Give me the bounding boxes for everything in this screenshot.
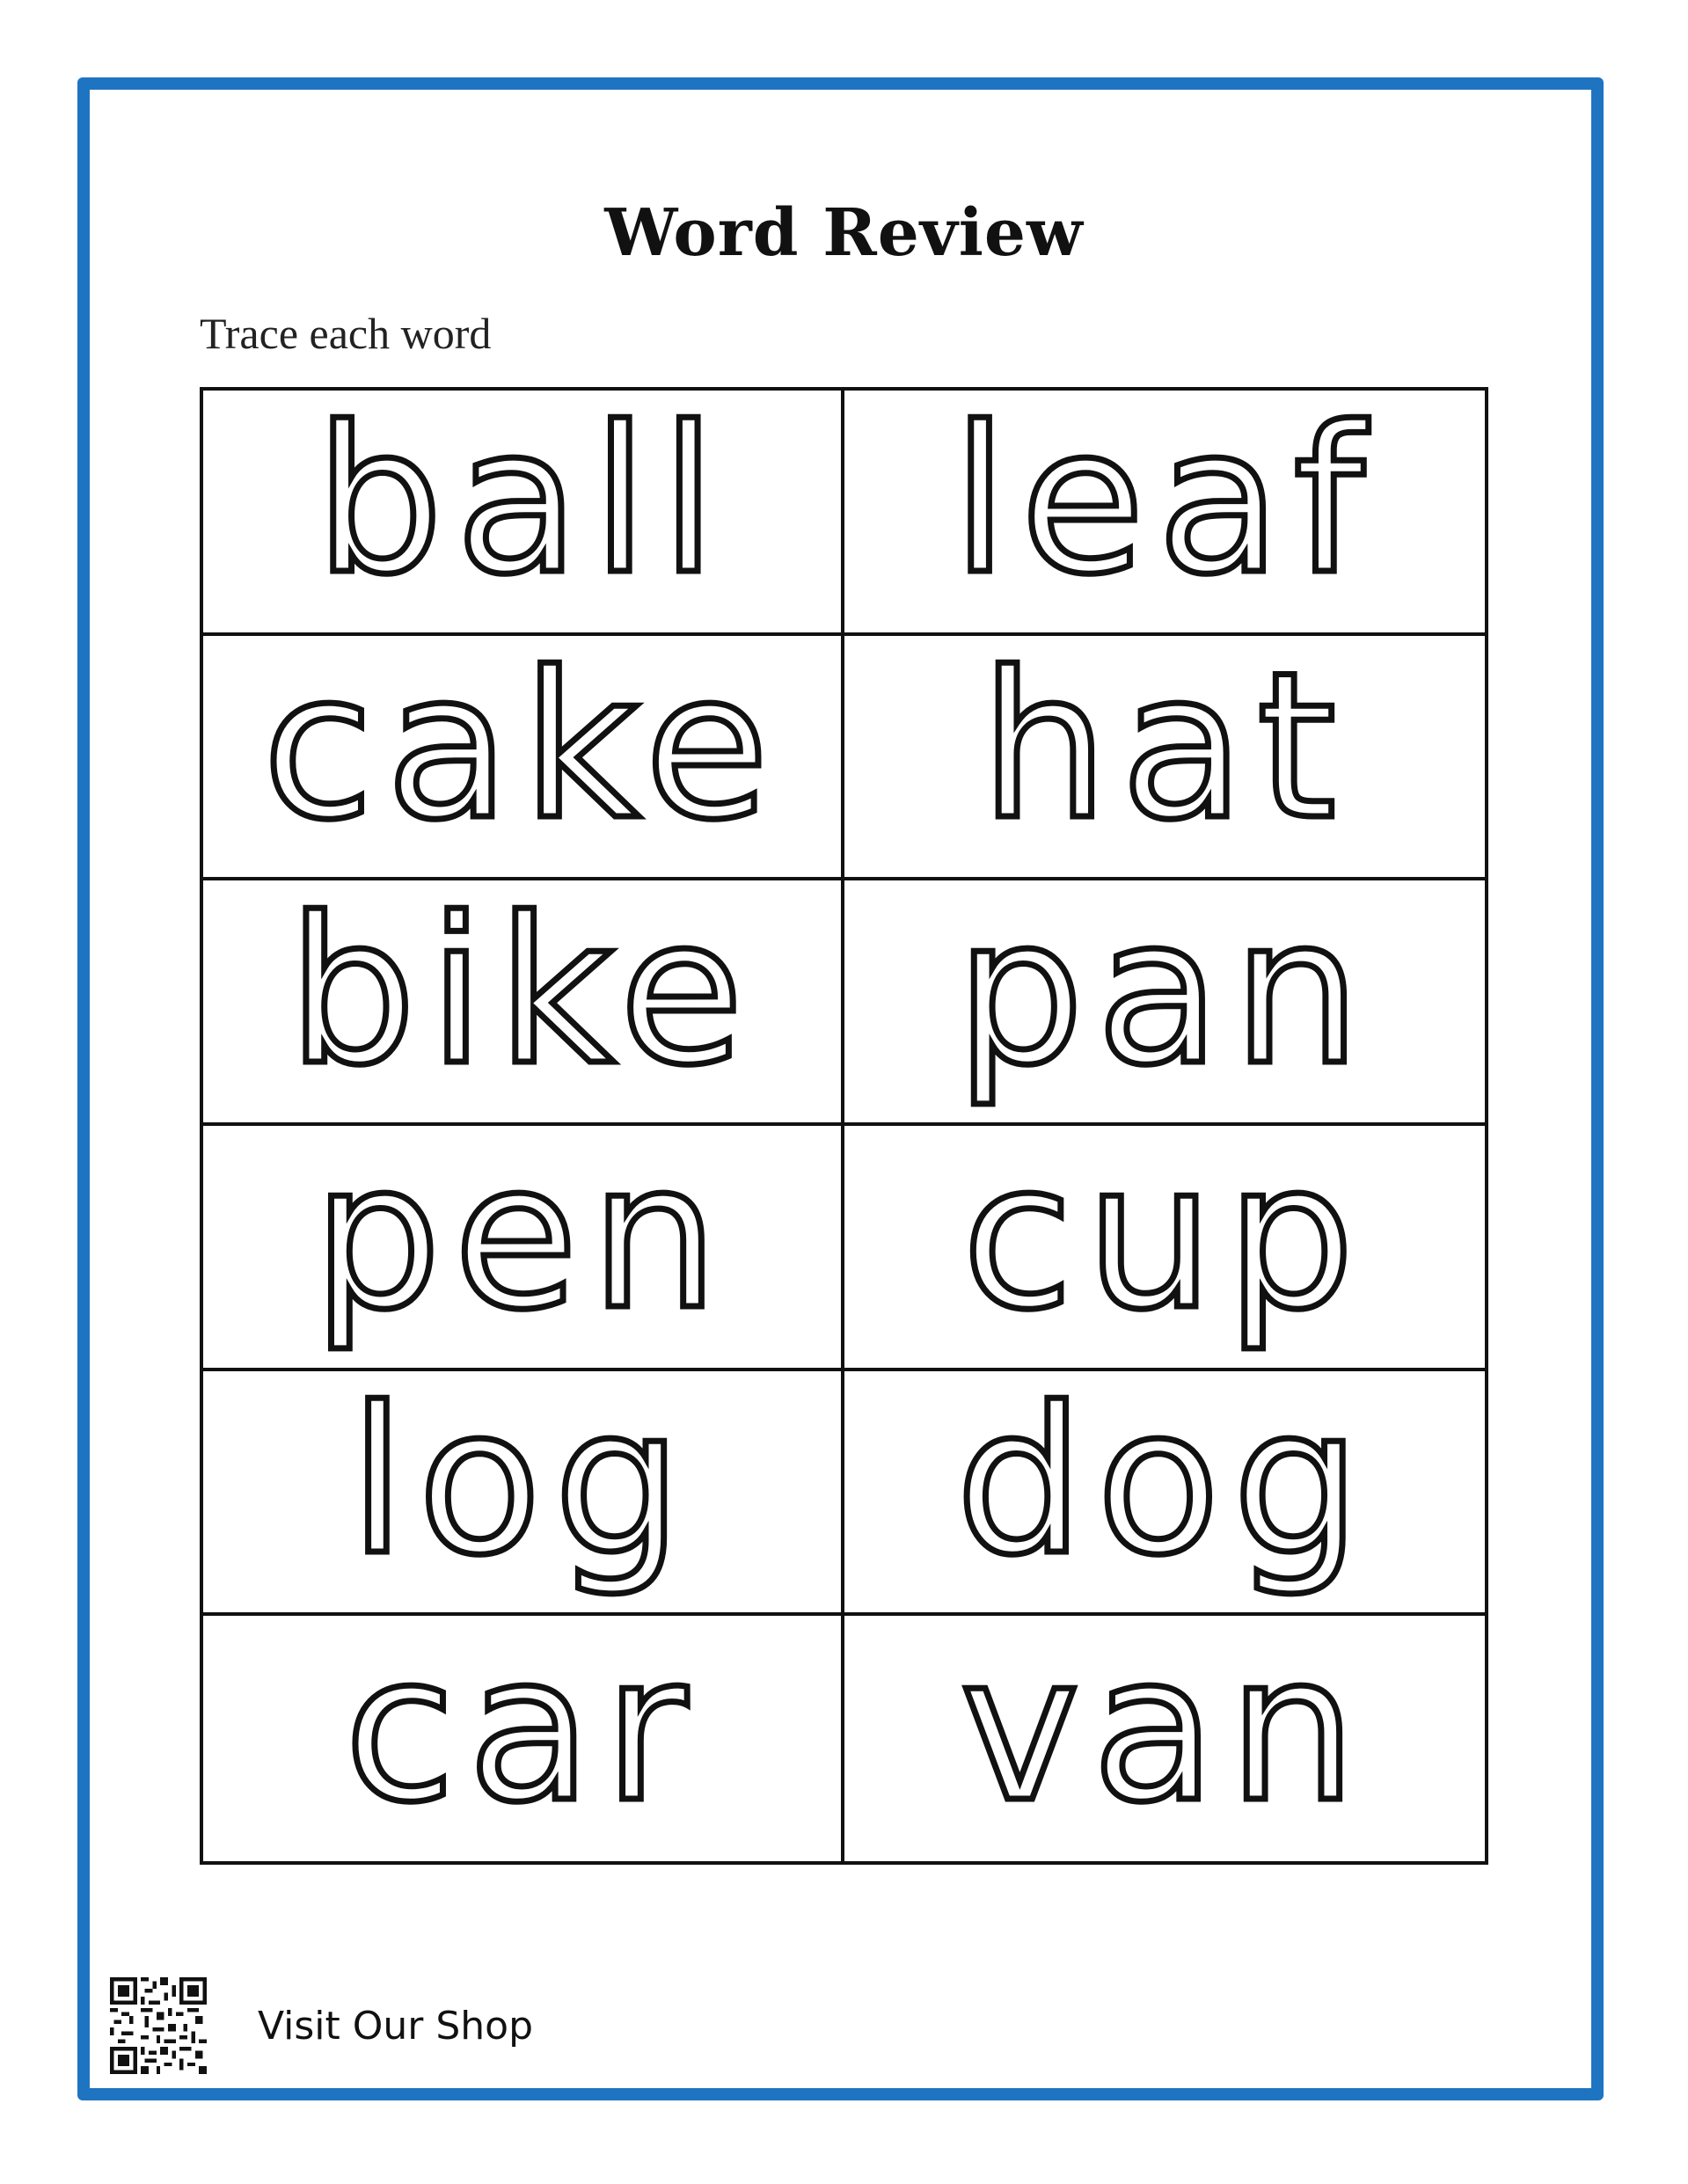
word-cell (844, 1126, 1486, 1371)
word-cell (844, 1616, 1486, 1861)
trace-word: car (344, 1616, 700, 1847)
word-cell (844, 636, 1486, 881)
word-cell (203, 1126, 844, 1371)
word-cell (203, 636, 844, 881)
trace-word: hat (980, 635, 1349, 865)
trace-word: pen (312, 1125, 731, 1355)
trace-word: cake (262, 635, 782, 865)
trace-word: log (348, 1370, 695, 1600)
qr-code-icon[interactable] (110, 1977, 207, 2074)
word-grid (200, 387, 1488, 1865)
word-cell (844, 880, 1486, 1126)
trace-word: van (960, 1616, 1370, 1847)
trace-word: ball (314, 391, 729, 620)
word-cell (203, 880, 844, 1126)
instructions: Trace each word (200, 309, 492, 358)
word-cell (203, 391, 844, 636)
page-title: Word Review (604, 195, 1084, 271)
visit-shop-link[interactable]: Visit Our Shop (258, 2003, 534, 2049)
word-cell (203, 1371, 844, 1617)
word-cell (844, 1371, 1486, 1617)
trace-word: pan (955, 880, 1374, 1110)
trace-word: dog (955, 1370, 1374, 1600)
trace-word: leaf (952, 391, 1377, 620)
word-cell (203, 1616, 844, 1861)
trace-word: cup (961, 1125, 1367, 1355)
word-cell (844, 391, 1486, 636)
footer (110, 1977, 533, 2074)
trace-word: bike (288, 880, 756, 1110)
